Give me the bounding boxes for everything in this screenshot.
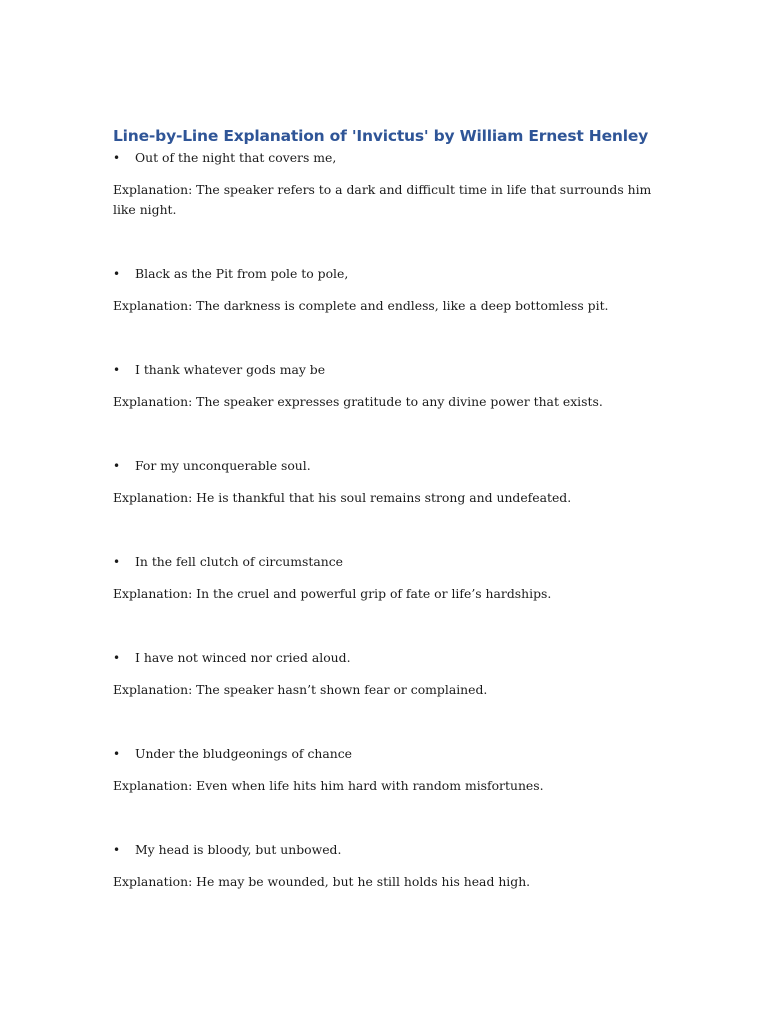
poem-line — [113, 264, 653, 284]
line-explanation: Explanation: In the cruel and powerful grip of fate or life’s hardships. — [113, 586, 552, 601]
entry-spacer — [113, 508, 653, 552]
poem-line — [113, 552, 653, 572]
poem-line — [113, 360, 653, 380]
poem-line — [113, 744, 653, 764]
poem-line-text: Out of the night that covers me, — [135, 150, 337, 165]
poem-line — [113, 148, 653, 168]
line-explanation: Explanation: He is thankful that his soul remains strong and undefeated. — [113, 490, 572, 505]
line-explanation: Explanation: The speaker hasn’t shown fear or complained. — [113, 682, 488, 697]
bullet-icon: • — [113, 267, 121, 281]
document-title: Line-by-Line Explanation of 'Invictus' by William Ernest Henley — [113, 127, 649, 145]
poem-line — [113, 840, 653, 860]
entry-spacer — [113, 796, 653, 840]
poem-line-text: For my unconquerable soul. — [135, 458, 311, 473]
bullet-icon: • — [113, 555, 121, 569]
entry-spacer — [113, 220, 653, 264]
poem-line-text: I thank whatever gods may be — [135, 362, 326, 377]
poem-line-text: Black as the Pit from pole to pole, — [135, 266, 349, 281]
poem-line-text: In the fell clutch of circumstance — [135, 554, 344, 569]
poem-entry — [113, 264, 653, 316]
line-explanation: Explanation: The speaker refers to a dark and difficult time in life that surrounds him like night. — [113, 182, 652, 217]
entry-spacer — [113, 316, 653, 360]
entry-spacer — [113, 412, 653, 456]
poem-line-text: I have not winced nor cried aloud. — [135, 650, 351, 665]
poem-line — [113, 456, 653, 476]
bullet-icon: • — [113, 651, 121, 665]
line-explanation: Explanation: He may be wounded, but he still holds his head high. — [113, 874, 531, 889]
line-explanation: Explanation: Even when life hits him hard with random misfortunes. — [113, 778, 544, 793]
poem-entry — [113, 744, 653, 796]
bullet-icon: • — [113, 747, 121, 761]
bullet-icon: • — [113, 459, 121, 473]
entry-spacer — [113, 700, 653, 744]
bullet-icon: • — [113, 843, 121, 857]
poem-entry — [113, 840, 653, 892]
poem-entry — [113, 360, 653, 412]
poem-entry — [113, 552, 653, 604]
poem-line-text: Under the bludgeonings of chance — [135, 746, 353, 761]
poem-line-text: My head is bloody, but unbowed. — [135, 842, 342, 857]
poem-entry — [113, 648, 653, 700]
poem-entry — [113, 148, 653, 220]
poem-entry — [113, 456, 653, 508]
entry-spacer — [113, 604, 653, 648]
poem-line — [113, 648, 653, 668]
bullet-icon: • — [113, 363, 121, 377]
document-body — [113, 124, 653, 892]
line-explanation: Explanation: The speaker expresses gratitude to any divine power that exists. — [113, 394, 603, 409]
bullet-icon: • — [113, 151, 121, 165]
line-explanation: Explanation: The darkness is complete and endless, like a deep bottomless pit. — [113, 298, 609, 313]
